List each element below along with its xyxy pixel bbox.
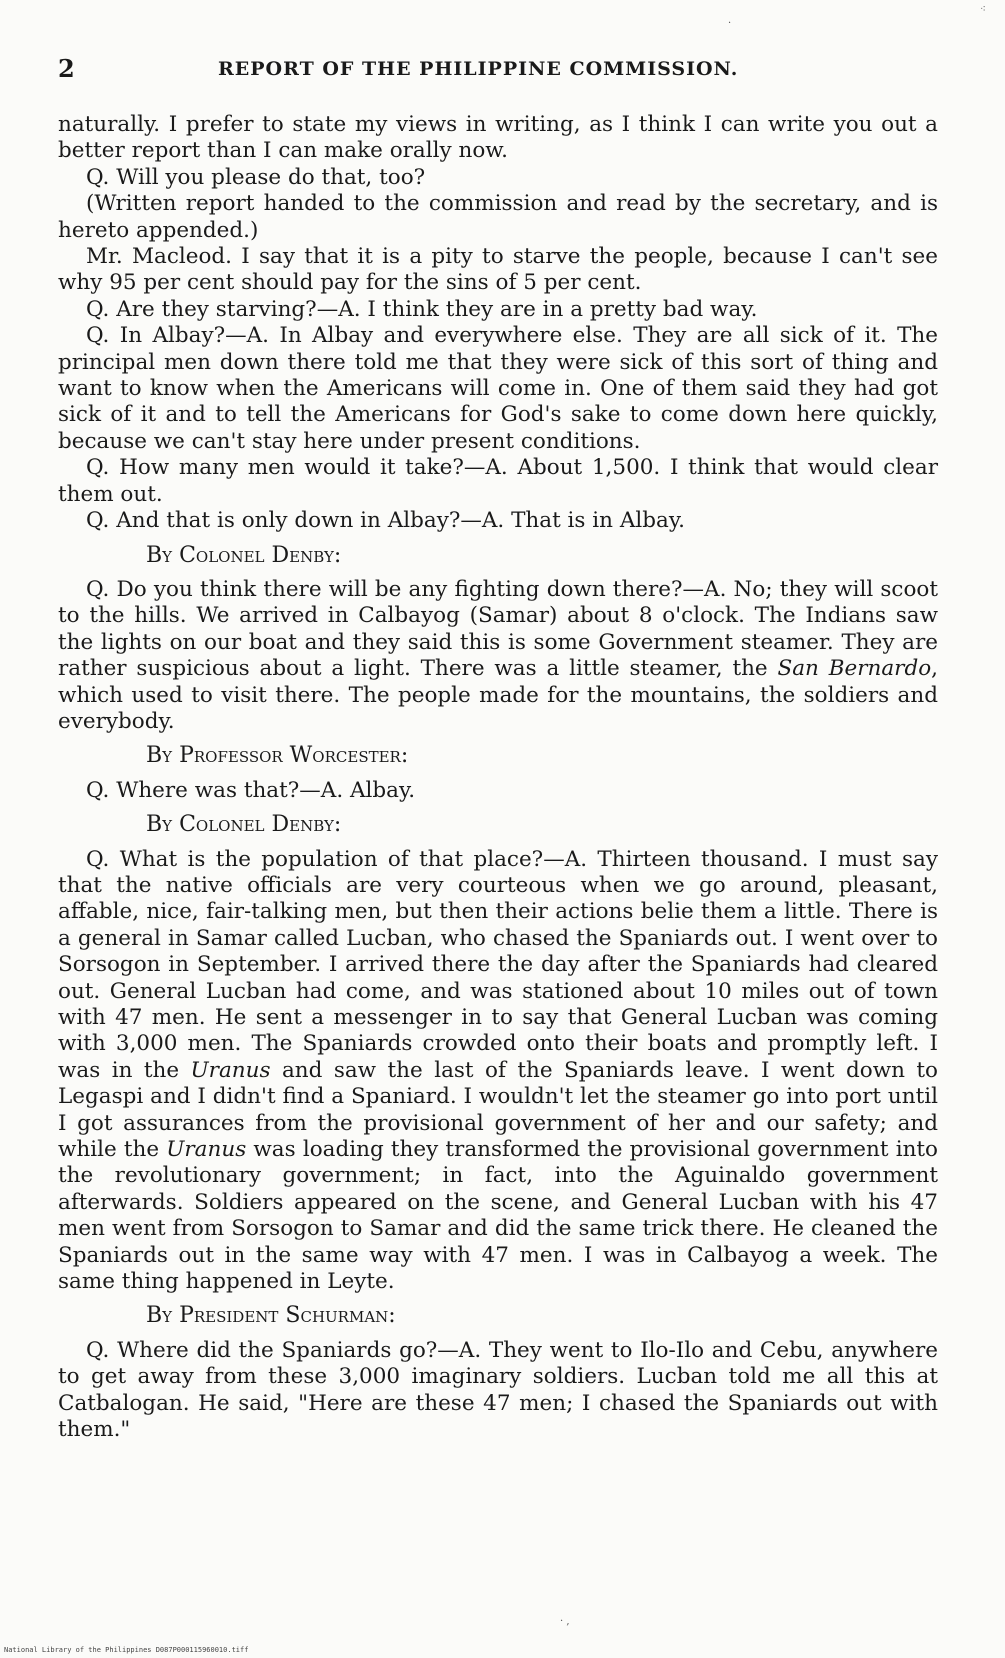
- page-header: [58, 48, 938, 92]
- text-run: Q. Do you think there will be any fighting down there?—A. No; they will scoot to the hills. We arrived in Calbayog (Samar) about 8 o'clock. The Indians saw the lights on our boat and they said this is some Government steamer. They are rather suspicious about a light. There was a little steamer, the: [58, 576, 938, 682]
- scan-speckle: ·: [728, 18, 732, 29]
- scan-speckle: · ,: [560, 1616, 570, 1627]
- text-run: Q. What is the population of that place?—A. Thirteen thousand. I must say that the native officials are very courteous when we go around, pleasant, affable, nice, fair-talking men, but then their actions belie them a little. There is a general in Samar called Lucban, who chased the Spaniards out. I went over to Sorsogon in September. I arrived there the day after the Spaniards had cleared out. General Lucban had come, and was stationed about 10 miles out of town with 47 men. He sent a messenger in to say that General Lucban was coming with 3,000 men. The Spaniards crowded onto their boats and promptly left. I was in the: [58, 846, 938, 1083]
- ship-name: San Bernardo: [777, 656, 932, 682]
- speaker-heading: By Colonel Denby:: [146, 542, 342, 568]
- body-text: [58, 112, 938, 1444]
- document-page: [58, 48, 938, 1443]
- ship-name: Uranus: [190, 1057, 271, 1083]
- paragraph: Q. And that is only down in Albay?—A. That is in Albay.: [86, 508, 685, 534]
- paragraph: naturally. I prefer to state my views in writing, as I think I can write you out a better report than I can make orally now.: [58, 112, 938, 164]
- paragraph: Q. Where was that?—A. Albay.: [86, 777, 416, 803]
- speaker-heading: By Professor Worcester:: [146, 743, 409, 769]
- running-head: REPORT OF THE PHILIPPINE COMMISSION.: [218, 58, 739, 80]
- page-number: 2: [58, 54, 75, 83]
- paragraph: [58, 847, 938, 1296]
- paragraph: Q. In Albay?—A. In Albay and everywhere else. They are all sick of it. The principal men down there told me that they were sick of this sort of thing and want to know when the Americans will come in. One of them said they had got sick of it and to tell the Americans for God's sake to come down here quickly, because we can't stay here under present conditions.: [58, 323, 938, 454]
- speaker-heading: By Colonel Denby:: [146, 812, 342, 838]
- paragraph: Mr. Macleod. I say that it is a pity to starve the people, because I can't see why 95 per cent should pay for the sins of 5 per cent.: [58, 244, 938, 296]
- text-run: , which used to visit there. The people made for the mountains, the soldiers and everybody.: [58, 656, 938, 734]
- paragraph: Q. Where did the Spaniards go?—A. They went to Ilo-Ilo and Cebu, anywhere to get away from these 3,000 imaginary soldiers. Lucban told me all this at Catbalogan. He said, "Here are these 47 men; I chased the Spaniards out with them.": [58, 1337, 938, 1443]
- paragraph: (Written report handed to the commission and read by the secretary, and is hereto appended.): [58, 191, 938, 243]
- paragraph: [58, 577, 938, 735]
- scan-footer-stamp: National Library of the Philippines D087P000115960010.tiff: [4, 1646, 249, 1654]
- speaker-heading: By President Schurman:: [146, 1303, 396, 1329]
- paragraph: Q. How many men would it take?—A. About 1,500. I think that would clear them out.: [58, 455, 938, 507]
- ship-name: Uranus: [166, 1137, 247, 1163]
- scan-speckle: ⁖: [980, 4, 986, 15]
- paragraph: Q. Will you please do that, too?: [86, 164, 426, 190]
- text-run: was loading they transformed the provisional government into the revolutionary government; in fact, into the Aguinaldo government afterwards. Soldiers appeared on the scene, and General Lucban with his 47 men went from Sorsogon to Samar and did the same trick there. He cleaned the Spaniards out in the same way with 47 men. I was in Calbayog a week. The same thing happened in Leyte.: [58, 1137, 938, 1295]
- text-run: and saw the last of the Spaniards leave. I went down to Legaspi and I didn't find a Spaniard. I wouldn't let the steamer go into port until I got assurances from the provisional government of her and our safety; and while the: [58, 1057, 938, 1163]
- paragraph: Q. Are they starving?—A. I think they are in a pretty bad way.: [86, 296, 758, 322]
